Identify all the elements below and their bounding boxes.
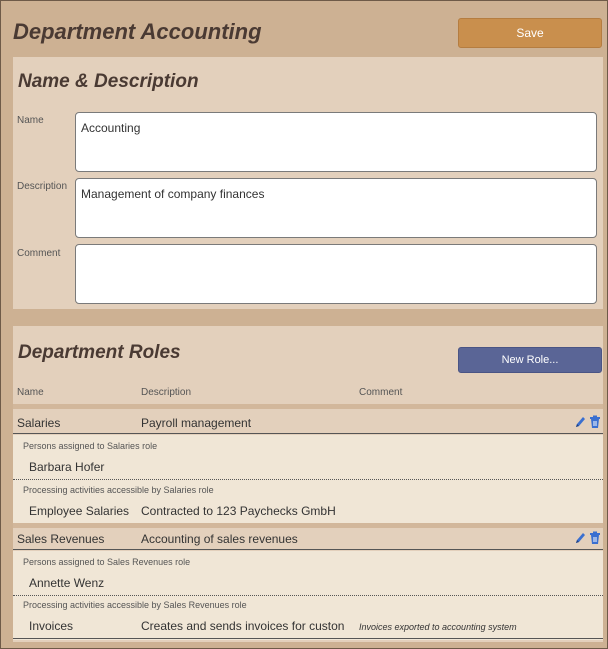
department-roles-panel <box>13 326 603 642</box>
comment-label: Comment <box>17 248 61 259</box>
role-name: Sales Revenues <box>17 532 105 546</box>
activity-description: Contracted to 123 Paychecks GmbH <box>141 504 336 518</box>
name-field[interactable]: Accounting <box>75 112 597 172</box>
section-title-department-roles: Department Roles <box>18 342 181 363</box>
trash-icon[interactable] <box>589 531 601 545</box>
person-item[interactable]: Annette Wenz <box>29 576 105 590</box>
persons-label: Persons assigned to Salaries role <box>23 441 158 451</box>
role-description: Accounting of sales revenues <box>141 532 298 546</box>
persons-label: Persons assigned to Sales Revenues role <box>23 557 191 567</box>
save-button[interactable]: Save <box>458 18 602 48</box>
role-name: Salaries <box>17 416 61 430</box>
separator <box>13 595 603 596</box>
activity-name[interactable]: Invoices <box>29 619 74 633</box>
separator <box>13 638 603 639</box>
person-item[interactable]: Barbara Hofer <box>29 460 105 474</box>
role-details-sales-revenues <box>13 551 603 640</box>
description-field[interactable]: Management of company finances <box>75 178 597 238</box>
role-row-sales-revenues[interactable] <box>13 528 603 550</box>
activities-label: Processing activities accessible by Sales Revenues role <box>23 600 247 610</box>
new-role-button[interactable]: New Role... <box>458 347 602 373</box>
activities-label: Processing activities accessible by Salaries role <box>23 485 214 495</box>
page-title: Department Accounting <box>13 19 262 44</box>
trash-icon[interactable] <box>589 415 601 429</box>
role-description: Payroll management <box>141 416 252 430</box>
name-description-panel <box>13 57 603 309</box>
column-header-name: Name <box>17 387 44 398</box>
role-row-salaries[interactable] <box>13 412 603 434</box>
pencil-icon[interactable] <box>574 531 586 545</box>
section-title-name-description: Name & Description <box>18 71 199 92</box>
name-label: Name <box>17 115 44 126</box>
activity-description: Creates and sends invoices for custon <box>141 619 345 633</box>
comment-field[interactable] <box>75 244 597 304</box>
separator <box>13 479 603 480</box>
column-header-comment: Comment <box>359 387 403 398</box>
divider <box>13 404 603 409</box>
column-header-description: Description <box>141 387 192 398</box>
activity-comment: Invoices exported to accounting system <box>359 622 517 632</box>
description-label: Description <box>17 181 68 192</box>
activity-name[interactable]: Employee Salaries <box>29 504 130 518</box>
pencil-icon[interactable] <box>574 415 586 429</box>
role-details-salaries <box>13 435 603 523</box>
